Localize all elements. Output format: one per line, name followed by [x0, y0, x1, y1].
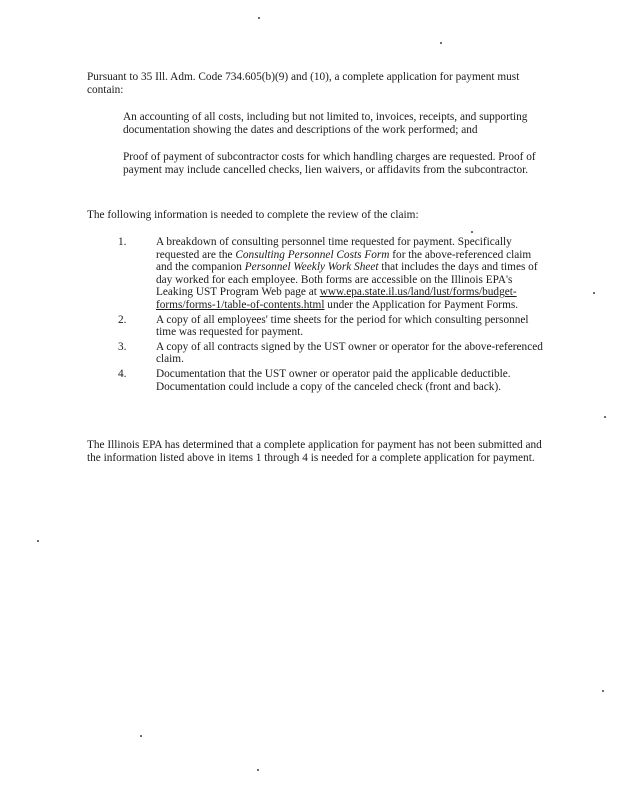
item-text-part: A breakdown of consulting personnel time requested for payment. Specifically requested are the	[156, 236, 512, 261]
scan-speck	[602, 690, 604, 692]
item-text: A copy of all contracts signed by the UST owner or operator for the above-referenced claim.	[156, 340, 543, 366]
item-text: Documentation that the UST owner or operator paid the applicable deductible. Documentation could include a copy of the canceled check (front and back).	[156, 367, 511, 393]
needed-info-list	[118, 236, 548, 395]
scan-speck	[471, 231, 473, 233]
item-number: 1.	[118, 236, 127, 248]
closing-paragraph: The Illinois EPA has determined that a complete application for payment has not been submitted and the information listed above in items 1 through 4 is needed for a complete application for payment.	[87, 439, 542, 464]
scan-speck	[257, 769, 259, 771]
forms-web-link[interactable]: www.epa.state.il.us/land/lust/forms/budget-forms/forms-1/table-of-contents.html	[156, 286, 517, 311]
form-name-consulting-costs: Consulting Personnel Costs Form	[235, 248, 390, 261]
item-number: 2.	[118, 313, 127, 326]
item-text: A copy of all employees' time sheets for the period for which consulting personnel time was requested for payment.	[156, 313, 529, 339]
scan-speck	[37, 540, 39, 542]
item-text	[156, 236, 548, 312]
item-number: 3.	[118, 340, 127, 353]
scan-speck	[593, 292, 595, 294]
item-text-part: for the above-referenced claim and the companion	[156, 248, 532, 274]
requirement-accounting: An accounting of all costs, including but not limited to, invoices, receipts, and supporting documentation showing the dates and descriptions of the work performed; and	[123, 111, 528, 136]
requirement-proof-of-payment: Proof of payment of subcontractor costs for which handling charges are requested. Proof of payment may include cancelled checks, lien waivers, or affidavits from the subcontractor.	[123, 151, 536, 176]
list-item	[118, 368, 548, 393]
list-item	[118, 314, 548, 339]
scan-speck	[604, 416, 606, 418]
form-name-weekly-work-sheet: Personnel Weekly Work Sheet	[244, 261, 379, 274]
needed-info-heading: The following information is needed to complete the review of the claim:	[87, 209, 419, 221]
intro-paragraph: Pursuant to 35 Ill. Adm. Code 734.605(b)(9) and (10), a complete application for payment must contain:	[87, 71, 520, 96]
scan-speck	[258, 17, 260, 19]
list-item	[118, 236, 548, 312]
item-text-part: under the Application for Payment Forms.	[324, 298, 519, 311]
item-text-part: that includes the days and times of day worked for each employee. Both forms are accessible on the Illinois EPA's Leaking UST Program Web page at	[156, 261, 538, 299]
item-number: 4.	[118, 367, 127, 380]
list-item	[118, 341, 548, 366]
scan-speck	[440, 42, 442, 44]
scan-speck	[140, 735, 142, 737]
